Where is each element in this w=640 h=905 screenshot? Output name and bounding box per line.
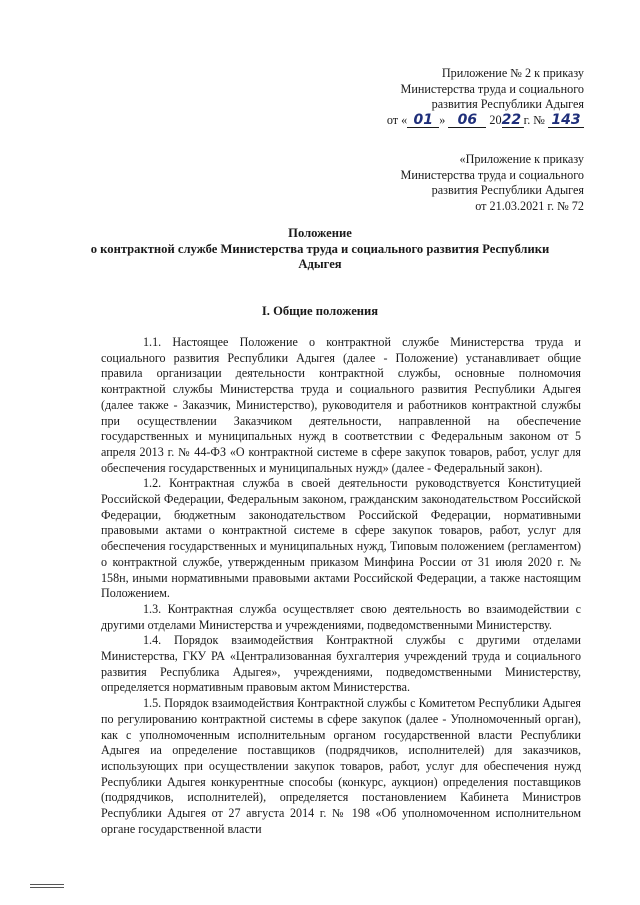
handwritten-day: 01	[407, 114, 439, 128]
document-title-line: о контрактной службе Министерства труда и социального развития Республики	[90, 241, 550, 256]
document-body	[101, 335, 581, 838]
appendix-line: Приложение № 2 к приказу	[441, 66, 584, 80]
paragraph: 1.4. Порядок взаимодействия Контрактной службы с другими отделами Министерства, ГКУ РА «Централизованная бухгалтерия учреждений труда и социального развития Республика Адыгея», учреждениями, подведомственными Министерству, определяется нормативным правовым актом Министерства.	[101, 633, 581, 695]
date-separator: »	[439, 112, 446, 127]
appendix-line: от 21.03.2021 г. № 72	[475, 198, 584, 213]
appendix-line: развития Республики Адыгея	[431, 183, 584, 198]
document-title-line: Адыгея	[298, 257, 342, 272]
appendix-line: Министерства труда и социального	[400, 81, 584, 96]
document-title	[60, 226, 580, 273]
appendix-header-current	[387, 66, 584, 128]
appendix-date-line	[387, 113, 584, 129]
handwritten-year: 22	[502, 114, 524, 128]
paragraph: 1.1. Настоящее Положение о контрактной службе Министерства труда и социального развития Республики Адыгея (далее - Положение) устанавливает общие правила организации деятельности контрактной службы, основные полномочия контрактной службы Министерства труда и социального развития Республики Адыгея (далее также - Заказчик, Министерство), руководителя и работников контрактной службы при осуществлении Заказчиком деятельности, направленной на обеспечение государственных и муниципальных нужд в соответствии с Федеральным законом от 5 апреля 2013 г. № 44-ФЗ «О контрактной системе в сфере закупок товаров, работ, услуг для обеспечения государственных и муниципальных нужд» (далее - Федеральный закон).	[101, 335, 581, 475]
scan-mark	[30, 884, 64, 888]
section-heading: I. Общие положения	[261, 304, 379, 318]
paragraph: 1.5. Порядок взаимодействия Контрактной службы с Комитетом Республики Адыгея по регулированию контрактной системы в сфере закупок (далее - Уполномоченный орган), как с уполномоченным исполнительным органом государственной власти Республики Адыгея иа определение поставщиков (подрядчиков, исполнителей) для заказчиков, использующих при осуществлении закупок товаров, работ, услуг для обеспечения нужд Республики Адыгея конкурентные способы (конкурс, аукцион) определения поставщиков (подрядчиков, исполнителей), определяется постановлением Кабинета Министров Республики Адыгея от 27 августа 2014 г. № 198 «Об уполномоченном исполнительном органе государственной власти	[101, 696, 581, 836]
date-prefix: от «	[386, 112, 408, 127]
appendix-line: Министерства труда и социального	[400, 167, 584, 182]
handwritten-month: 06	[448, 114, 486, 128]
date-year-prefix: 20	[489, 112, 502, 127]
date-year-suffix: г. №	[523, 112, 545, 127]
paragraph: 1.2. Контрактная служба в своей деятельности руководствуется Конституцией Российской Федерации, Федеральным законом, гражданским законодательством Российской Федерации, бюджетным законодательством Российской Федерации, нормативными правовыми актами о контрактной системе в сфере закупок товаров, работ, услуг для обеспечения государственных и муниципальных нужд, Типовым положением (регламентом) о контрактной службе, утвержденным приказом Минфина России от 31 июля 2020 г. № 158н, иными нормативными правовыми актами Российской Федерации, а также настоящим Положением.	[101, 476, 581, 601]
appendix-line: развития Республики Адыгея	[431, 97, 584, 112]
handwritten-order-number: 143	[548, 114, 584, 128]
appendix-line: «Приложение к приказу	[459, 152, 584, 166]
document-title-line: Положение	[288, 226, 352, 240]
paragraph: 1.3. Контрактная служба осуществляет свою деятельность во взаимодействии с другими отделами Министерства и учреждениями, подведомственными Министерству.	[101, 601, 581, 632]
appendix-header-previous	[401, 152, 585, 214]
